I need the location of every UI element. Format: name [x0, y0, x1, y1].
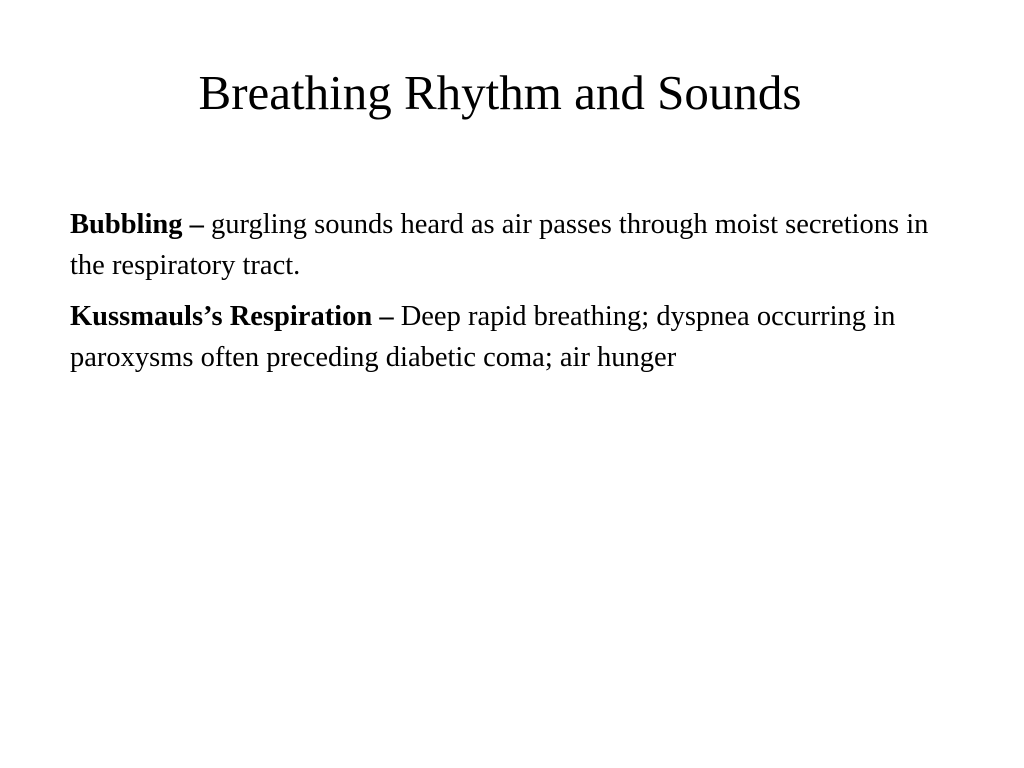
term-label: Kussmauls’s Respiration – — [70, 301, 394, 332]
slide-title: Breathing Rhythm and Sounds — [198, 65, 802, 120]
definition-entry-kussmauls-respiration — [70, 296, 950, 378]
slide-body — [70, 204, 950, 388]
definition-entry-bubbling — [70, 204, 950, 286]
term-label: Bubbling – — [70, 209, 204, 240]
definition-text: gurgling sounds heard as air passes through moist secretions in the respiratory tract. — [70, 209, 929, 281]
definition-text: Deep rapid breathing; dyspnea occurring in paroxysms often preceding diabetic coma; air hunger — [70, 301, 896, 373]
